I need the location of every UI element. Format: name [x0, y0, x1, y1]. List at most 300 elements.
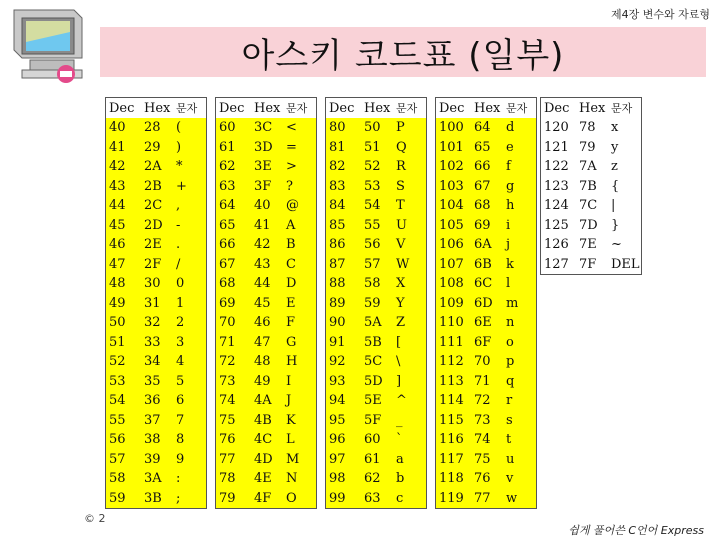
table-row [216, 157, 316, 177]
table-row [326, 352, 426, 372]
char-cell: T [396, 198, 405, 214]
dec-cell: 52 [109, 354, 126, 370]
hex-cell: 66 [474, 159, 491, 175]
dec-cell: 71 [219, 334, 236, 350]
table-row [216, 352, 316, 372]
char-cell: - [176, 217, 181, 233]
hex-cell: 51 [364, 139, 381, 155]
hex-cell: 6E [474, 315, 492, 331]
column-header: 문자 [393, 98, 426, 118]
dec-cell: 48 [109, 276, 126, 292]
hex-cell: 31 [144, 295, 161, 311]
ascii-table [436, 98, 536, 508]
table-row [326, 235, 426, 255]
hex-cell: 2B [144, 178, 162, 194]
hex-cell: 52 [364, 159, 381, 175]
table-row [326, 489, 426, 509]
dec-cell: 43 [109, 178, 126, 194]
hex-cell: 60 [364, 432, 381, 448]
dec-cell: 51 [109, 334, 126, 350]
dec-cell: 41 [109, 139, 126, 155]
char-cell: X [396, 276, 406, 292]
hex-cell: 3E [254, 159, 272, 175]
char-cell: ) [176, 139, 182, 155]
dec-cell: 55 [109, 412, 126, 428]
hex-cell: 4E [254, 471, 272, 487]
table-row [106, 118, 206, 138]
table-row [106, 372, 206, 392]
hex-cell: 6B [474, 256, 492, 272]
dec-cell: 98 [329, 471, 346, 487]
dec-cell: 96 [329, 432, 346, 448]
dec-cell: 69 [219, 295, 236, 311]
dec-cell: 91 [329, 334, 346, 350]
char-cell: n [506, 315, 515, 331]
char-cell: i [506, 217, 511, 233]
table-row [541, 216, 641, 236]
table-header-row [216, 98, 316, 118]
hex-cell: 58 [364, 276, 381, 292]
char-cell: H [286, 354, 298, 370]
hex-cell: 55 [364, 217, 381, 233]
char-cell: * [176, 159, 183, 175]
dec-cell: 127 [544, 256, 569, 272]
hex-cell: 28 [144, 120, 161, 136]
hex-cell: 7D [579, 217, 598, 233]
table-row [216, 411, 316, 431]
char-cell: K [286, 412, 296, 428]
table-row [436, 313, 536, 333]
char-cell: 5 [176, 373, 185, 389]
char-cell: + [176, 178, 187, 194]
char-cell: z [611, 159, 618, 175]
char-cell: a [396, 451, 404, 467]
char-cell: G [286, 334, 297, 350]
hex-cell: 70 [474, 354, 491, 370]
dec-cell: 100 [439, 120, 464, 136]
char-cell: } [611, 217, 620, 233]
hex-cell: 33 [144, 334, 161, 350]
char-cell: M [286, 451, 300, 467]
dec-cell: 45 [109, 217, 126, 233]
char-cell: 3 [176, 334, 185, 350]
table-row [216, 118, 316, 138]
char-cell: b [396, 471, 405, 487]
char-cell: . [176, 237, 181, 253]
dec-cell: 82 [329, 159, 346, 175]
column-header: Dec [436, 98, 471, 118]
char-cell: 6 [176, 393, 185, 409]
hex-cell: 7C [579, 198, 598, 214]
dec-cell: 116 [439, 432, 464, 448]
ascii-panel-2 [215, 97, 317, 509]
table-row [436, 216, 536, 236]
table-row [436, 235, 536, 255]
table-row [326, 313, 426, 333]
hex-cell: 46 [254, 315, 271, 331]
char-cell: O [286, 490, 297, 506]
char-cell: , [176, 198, 181, 214]
dec-cell: 95 [329, 412, 346, 428]
hex-cell: 4B [254, 412, 272, 428]
hex-cell: 78 [579, 120, 596, 136]
char-cell: L [286, 432, 295, 448]
dec-cell: 97 [329, 451, 346, 467]
char-cell: e [506, 139, 514, 155]
dec-cell: 40 [109, 120, 126, 136]
table-row [106, 313, 206, 333]
dec-cell: 58 [109, 471, 126, 487]
slide-title: 아스키 코드표 (일부) [100, 27, 706, 77]
char-cell: q [506, 373, 515, 389]
table-row [541, 118, 641, 138]
table-row [436, 177, 536, 197]
dec-cell: 78 [219, 471, 236, 487]
table-row [216, 177, 316, 197]
dec-cell: 123 [544, 178, 569, 194]
ascii-panel-3 [325, 97, 427, 509]
char-cell: P [396, 120, 405, 136]
dec-cell: 108 [439, 276, 464, 292]
char-cell: _ [396, 412, 403, 428]
hex-cell: 42 [254, 237, 271, 253]
char-cell: g [506, 178, 515, 194]
char-cell: y [611, 139, 619, 155]
dec-cell: 73 [219, 373, 236, 389]
dec-cell: 74 [219, 393, 236, 409]
table-row [106, 450, 206, 470]
char-cell: v [506, 471, 514, 487]
char-cell: k [506, 256, 514, 272]
dec-cell: 57 [109, 451, 126, 467]
hex-cell: 38 [144, 432, 161, 448]
char-cell: @ [286, 198, 299, 214]
dec-cell: 121 [544, 139, 569, 155]
dec-cell: 94 [329, 393, 346, 409]
dec-cell: 83 [329, 178, 346, 194]
hex-cell: 64 [474, 120, 491, 136]
table-row [326, 177, 426, 197]
dec-cell: 103 [439, 178, 464, 194]
dec-cell: 87 [329, 256, 346, 272]
ascii-table [106, 98, 206, 508]
table-row [216, 469, 316, 489]
dec-cell: 120 [544, 120, 569, 136]
dec-cell: 61 [219, 139, 236, 155]
char-cell: A [286, 217, 296, 233]
char-cell: o [506, 334, 514, 350]
char-cell: w [506, 490, 518, 506]
char-cell: > [286, 159, 297, 175]
hex-cell: 62 [364, 471, 381, 487]
table-row [541, 177, 641, 197]
dec-cell: 60 [219, 120, 236, 136]
char-cell: < [286, 120, 297, 136]
copyright-text: © 2 [84, 512, 106, 525]
hex-cell: 36 [144, 393, 161, 409]
dec-cell: 66 [219, 237, 236, 253]
hex-cell: 4A [254, 393, 272, 409]
char-cell: F [286, 315, 296, 331]
table-row [216, 235, 316, 255]
hex-cell: 35 [144, 373, 161, 389]
hex-cell: 34 [144, 354, 161, 370]
hex-cell: 6F [474, 334, 492, 350]
hex-cell: 76 [474, 471, 491, 487]
dec-cell: 107 [439, 256, 464, 272]
table-row [436, 450, 536, 470]
dec-cell: 53 [109, 373, 126, 389]
dec-cell: 42 [109, 159, 126, 175]
hex-cell: 69 [474, 217, 491, 233]
table-row [436, 274, 536, 294]
table-row [216, 294, 316, 314]
hex-cell: 2D [144, 217, 163, 233]
dec-cell: 62 [219, 159, 236, 175]
char-cell: U [396, 217, 407, 233]
char-cell: ^ [396, 393, 407, 409]
hex-cell: 2A [144, 159, 162, 175]
hex-cell: 61 [364, 451, 381, 467]
dec-cell: 89 [329, 295, 346, 311]
char-cell: x [611, 120, 619, 136]
char-cell: 4 [176, 354, 185, 370]
char-cell: [ [396, 334, 402, 350]
char-cell: p [506, 354, 515, 370]
table-row [436, 430, 536, 450]
char-cell: D [286, 276, 297, 292]
dec-cell: 124 [544, 198, 569, 214]
hex-cell: 72 [474, 393, 491, 409]
dec-cell: 114 [439, 393, 464, 409]
hex-cell: 57 [364, 256, 381, 272]
table-row [106, 177, 206, 197]
table-row [436, 411, 536, 431]
char-cell: l [506, 276, 511, 292]
table-row [216, 430, 316, 450]
table-row [216, 196, 316, 216]
column-header: Hex [576, 98, 608, 118]
hex-cell: 41 [254, 217, 271, 233]
char-cell: N [286, 471, 298, 487]
hex-cell: 5E [364, 393, 382, 409]
char-cell: \ [396, 354, 401, 370]
table-row [436, 255, 536, 275]
hex-cell: 37 [144, 412, 161, 428]
hex-cell: 39 [144, 451, 161, 467]
table-row [106, 196, 206, 216]
char-cell: 9 [176, 451, 185, 467]
char-cell: r [506, 393, 513, 409]
char-cell: V [396, 237, 406, 253]
table-row [326, 430, 426, 450]
hex-cell: 68 [474, 198, 491, 214]
char-cell: 2 [176, 315, 185, 331]
table-row [216, 333, 316, 353]
char-cell: Q [396, 139, 407, 155]
dec-cell: 119 [439, 490, 464, 506]
column-header: Hex [361, 98, 393, 118]
table-row [326, 391, 426, 411]
table-row [326, 411, 426, 431]
dec-cell: 64 [219, 198, 236, 214]
char-cell: I [286, 373, 292, 389]
table-row [326, 333, 426, 353]
table-row [106, 274, 206, 294]
hex-cell: 29 [144, 139, 161, 155]
column-header: 문자 [503, 98, 536, 118]
dec-cell: 113 [439, 373, 464, 389]
dec-cell: 85 [329, 217, 346, 233]
hex-cell: 3D [254, 139, 273, 155]
char-cell: R [396, 159, 406, 175]
char-cell: 8 [176, 432, 185, 448]
dec-cell: 109 [439, 295, 464, 311]
char-cell: ~ [611, 237, 622, 253]
hex-cell: 4C [254, 432, 273, 448]
table-header-row [326, 98, 426, 118]
char-cell: 1 [176, 295, 185, 311]
table-row [326, 450, 426, 470]
dec-cell: 49 [109, 295, 126, 311]
table-row [216, 255, 316, 275]
char-cell: ( [176, 120, 182, 136]
char-cell: d [506, 120, 515, 136]
char-cell: J [286, 393, 292, 409]
hex-cell: 2F [144, 256, 162, 272]
hex-cell: 5B [364, 334, 382, 350]
table-row [436, 196, 536, 216]
char-cell: DEL [611, 256, 640, 272]
table-row [436, 294, 536, 314]
hex-cell: 6C [474, 276, 493, 292]
hex-cell: 30 [144, 276, 161, 292]
column-header: Dec [216, 98, 251, 118]
table-row [326, 255, 426, 275]
dec-cell: 84 [329, 198, 346, 214]
ascii-panel-4 [435, 97, 537, 509]
table-row [106, 411, 206, 431]
hex-cell: 7A [579, 159, 597, 175]
char-cell: ] [396, 373, 402, 389]
hex-cell: 65 [474, 139, 491, 155]
dec-cell: 118 [439, 471, 464, 487]
dec-cell: 125 [544, 217, 569, 233]
dec-cell: 117 [439, 451, 464, 467]
dec-cell: 90 [329, 315, 346, 331]
dec-cell: 46 [109, 237, 126, 253]
table-row [106, 352, 206, 372]
table-row [106, 255, 206, 275]
table-row [106, 430, 206, 450]
table-row [326, 469, 426, 489]
dec-cell: 115 [439, 412, 464, 428]
char-cell: / [176, 256, 181, 272]
char-cell: { [611, 178, 620, 194]
char-cell: f [506, 159, 511, 175]
hex-cell: 59 [364, 295, 381, 311]
table-row [436, 333, 536, 353]
char-cell: : [176, 471, 181, 487]
dec-cell: 112 [439, 354, 464, 370]
ascii-table [326, 98, 426, 508]
table-row [106, 157, 206, 177]
table-row [541, 196, 641, 216]
table-row [436, 138, 536, 158]
table-row [216, 391, 316, 411]
hex-cell: 6D [474, 295, 493, 311]
dec-cell: 105 [439, 217, 464, 233]
ascii-panel-5 [540, 97, 642, 275]
hex-cell: 63 [364, 490, 381, 506]
hex-cell: 3C [254, 120, 273, 136]
char-cell: | [611, 198, 616, 214]
dec-cell: 106 [439, 237, 464, 253]
char-cell: t [506, 432, 512, 448]
hex-cell: 3A [144, 471, 162, 487]
dec-cell: 56 [109, 432, 126, 448]
char-cell: c [396, 490, 404, 506]
hex-cell: 43 [254, 256, 271, 272]
dec-cell: 104 [439, 198, 464, 214]
hex-cell: 5C [364, 354, 383, 370]
table-row [541, 138, 641, 158]
hex-cell: 77 [474, 490, 491, 506]
column-header: Dec [106, 98, 141, 118]
table-header-row [436, 98, 536, 118]
dec-cell: 99 [329, 490, 346, 506]
ascii-table [216, 98, 316, 508]
char-cell: = [286, 139, 297, 155]
hex-cell: 6A [474, 237, 492, 253]
char-cell: u [506, 451, 515, 467]
dec-cell: 86 [329, 237, 346, 253]
table-row [326, 196, 426, 216]
dec-cell: 92 [329, 354, 346, 370]
table-row [541, 235, 641, 255]
table-row [216, 138, 316, 158]
hex-cell: 7F [579, 256, 597, 272]
hex-cell: 67 [474, 178, 491, 194]
hex-cell: 3B [144, 490, 162, 506]
table-row [326, 118, 426, 138]
char-cell: Z [396, 315, 406, 331]
hex-cell: 56 [364, 237, 381, 253]
dec-cell: 63 [219, 178, 236, 194]
hex-cell: 7E [579, 237, 597, 253]
dec-cell: 101 [439, 139, 464, 155]
column-header: 문자 [608, 98, 641, 118]
dec-cell: 59 [109, 490, 126, 506]
char-cell: j [506, 237, 511, 253]
table-row [106, 391, 206, 411]
dec-cell: 77 [219, 451, 236, 467]
column-header: Hex [251, 98, 283, 118]
ascii-panel-1 [105, 97, 207, 509]
hex-cell: 45 [254, 295, 271, 311]
table-row [436, 157, 536, 177]
char-cell: ; [176, 490, 181, 506]
dec-cell: 70 [219, 315, 236, 331]
column-header: Hex [141, 98, 173, 118]
computer-icon [4, 6, 92, 88]
hex-cell: 50 [364, 120, 381, 136]
char-cell: B [286, 237, 296, 253]
hex-cell: 3F [254, 178, 272, 194]
table-header-row [106, 98, 206, 118]
dec-cell: 110 [439, 315, 464, 331]
chapter-label: 제4장 변수와 자료형 [611, 8, 710, 21]
